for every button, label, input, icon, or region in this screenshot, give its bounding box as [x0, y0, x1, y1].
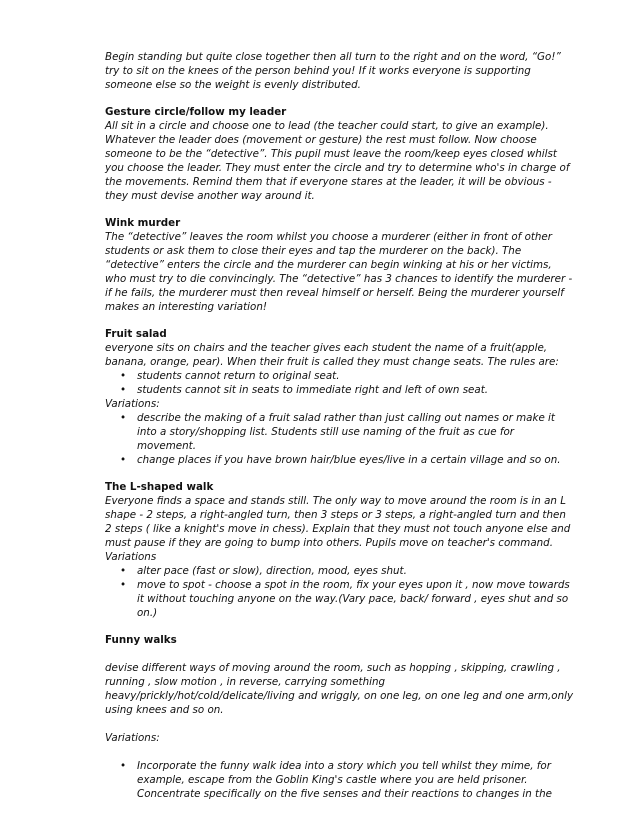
list-item: • students cannot return to original seat.	[120, 370, 340, 382]
section-body: All sit in a circle and choose one to lead (the teacher could start, to give an example). Whatever the leader does (movement or gesture) the rest must follow. Now choose someone to be the “detective”. This pupil must leave the room/keep eyes closed whilst you choose the leader. They must enter the circle and try to determine who's in charge of the movements. Remind them that if everyone stares at the leader, it will be obvious - they must devise another way around it.	[105, 120, 570, 202]
variations-label: Variations:	[105, 398, 160, 410]
list-item: • alter pace (fast or slow), direction, mood, eyes shut.	[120, 565, 407, 577]
section-body: everyone sits on chairs and the teacher gives each student the name of a fruit(apple, banana, orange, pear). When their fruit is called they must change seats. The rules are:	[105, 342, 559, 368]
section-fruit-salad	[105, 327, 575, 467]
section-funny-walks	[105, 633, 575, 801]
variations-list	[105, 564, 575, 620]
bullet-icon: •	[120, 370, 127, 382]
bullet-icon: •	[120, 454, 127, 466]
bullet-icon: •	[120, 384, 127, 396]
section-wink-murder	[105, 216, 575, 314]
intro-paragraph: Begin standing but quite close together then all turn to the right and on the word, “Go!” try to sit on the knees of the person behind you! If it works everyone is supporting someone else so the weight is evenly distributed.	[105, 51, 561, 91]
variations-label: Variations:	[105, 732, 160, 744]
section-body: Everyone finds a space and stands still. The only way to move around the room is in an L shape - 2 steps, a right-angled turn, then 3 steps or 3 steps, a right-angled turn and then 2 steps ( like a knight's move in chess). Explain that they must not touch anyone else and must pause if they are going to bump into others. Pupils move on teacher's command.	[105, 495, 571, 549]
section-l-shaped-walk	[105, 480, 575, 620]
variations-label: Variations	[105, 551, 157, 563]
section-body: The “detective” leaves the room whilst you choose a murderer (either in front of other students or ask them to close their eyes and tap the murderer on the back). The “detective” enters the circle and the murderer can begin winking at his or her victims, who must try to die convincingly. The “detective” has 3 chances to identify the murderer - if he fails, the murderer must then reveal himself or herself. Being the murderer yourself makes an interesting variation!	[105, 231, 573, 313]
bullet-icon: •	[120, 760, 127, 772]
bullet-icon: •	[120, 412, 127, 424]
rules-list	[105, 369, 575, 397]
section-gesture-circle	[105, 105, 575, 203]
section-body: devise different ways of moving around the room, such as hopping , skipping, crawling , running , slow motion , in reverse, carrying something heavy/prickly/hot/cold/delicate/living and wriggly, on one leg, on one leg and one arm,only using knees and so on.	[105, 662, 574, 716]
section-heading: The L-shaped walk	[105, 481, 214, 493]
section-heading: Wink murder	[105, 217, 181, 229]
list-item: • describe the making of a fruit salad rather than just calling out names or make it into a story/shopping list. Students still use naming of the fruit as cue for movement.	[120, 412, 555, 452]
bullet-icon: •	[120, 579, 127, 591]
list-item: • change places if you have brown hair/blue eyes/live in a certain village and so on.	[120, 454, 561, 466]
section-heading: Fruit salad	[105, 328, 167, 340]
section-heading: Funny walks	[105, 634, 177, 646]
list-item: • Incorporate the funny walk idea into a story which you tell whilst they mime, for example, escape from the Goblin King's castle where you are held prisoner. Concentrate specifically on the five senses and their reactions to changes in the	[120, 760, 552, 800]
list-item: • students cannot sit in seats to immediate right and left of own seat.	[120, 384, 489, 396]
variations-list	[105, 411, 575, 467]
variations-list	[105, 759, 575, 801]
document-page	[105, 50, 575, 801]
section-heading: Gesture circle/follow my leader	[105, 106, 287, 118]
list-item: • move to spot - choose a spot in the room, fix your eyes upon it , now move towards it without touching anyone on the way.(Vary pace, back/ forward , eyes shut and so on.)	[120, 579, 570, 619]
bullet-icon: •	[120, 565, 127, 577]
